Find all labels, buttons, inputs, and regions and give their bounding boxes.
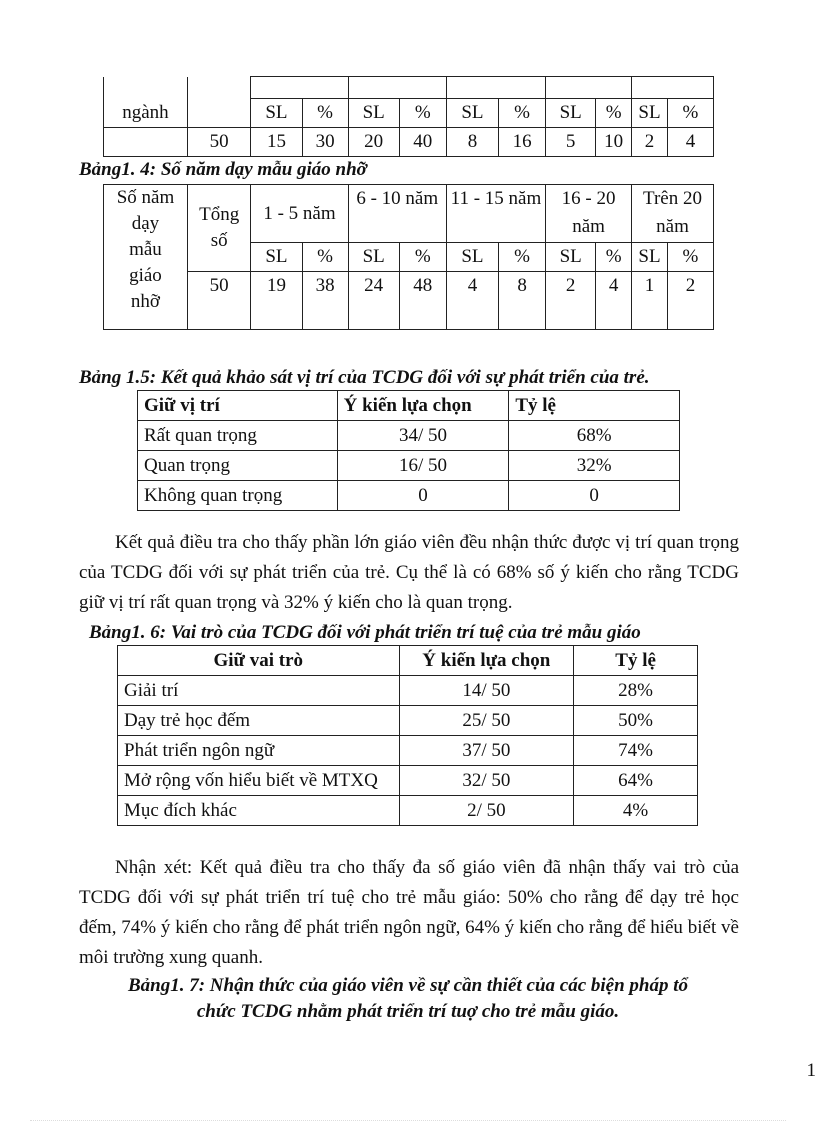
- caption-table-1-5: Bảng 1.5: Kết quả khảo sát vị trí của TCDG đối với sự phát triển của trẻ.: [79, 367, 650, 388]
- years-label-cell: [104, 185, 188, 330]
- row-rate: 50%: [574, 706, 698, 736]
- row-label: Phát triển ngôn ngữ: [118, 736, 400, 766]
- row-label: Quan trọng: [138, 451, 338, 481]
- caption-table-1-4: Bảng1. 4: Số năm dạy mẫu giáo nhỡ: [79, 159, 367, 180]
- group-header: 1 - 5 năm: [251, 185, 348, 243]
- sub-header: %: [667, 243, 713, 272]
- total-label-cell: [187, 185, 250, 272]
- total-label-line: số: [210, 230, 228, 251]
- table-1-6: [117, 645, 698, 826]
- value-cell: 8: [446, 128, 498, 157]
- paragraph-text: Nhận xét: Kết quả điều tra cho thấy đa số giáo viên đã nhận thấy vai trò của TCDG đối với sự phát triển trí tuệ cho trẻ mẫu giáo: 50% cho rằng để dạy trẻ học đếm, 74% ý kiến cho rằng để phát triển ngôn ngữ, 64% ý kiến cho rằng để hiểu biết về môi trường xung quanh.: [79, 857, 739, 968]
- header-rate: Tỷ lệ: [574, 646, 698, 676]
- sub-header: %: [399, 243, 446, 272]
- value-cell: 5: [546, 128, 596, 157]
- sub-header: %: [667, 99, 713, 128]
- row-label: ngành: [122, 102, 169, 123]
- paragraph-observation: [79, 853, 739, 973]
- group-cell: [348, 77, 446, 99]
- caption-table-1-7-line2: chức TCDG nhằm phát triển trí tuợ cho trẻ mẫu giáo.: [196, 1001, 620, 1022]
- footer-divider: [30, 1120, 786, 1121]
- value-cell: 40: [399, 128, 446, 157]
- sub-header: %: [499, 243, 546, 272]
- caption-table-1-7-line1: Bảng1. 7: Nhận thức của giáo viên về sự cần thiết của các biện pháp tổ: [127, 975, 689, 996]
- value-cell: 2: [667, 272, 713, 330]
- value-cell: 50: [187, 272, 250, 330]
- paragraph-result-1: [79, 528, 739, 618]
- sub-header: SL: [546, 243, 596, 272]
- value-cell: 24: [348, 272, 399, 330]
- row-rate: 4%: [574, 796, 698, 826]
- sub-header: %: [596, 243, 632, 272]
- page-number: 1: [806, 1060, 816, 1081]
- row-opinion: 32/ 50: [399, 766, 574, 796]
- group-cell: [632, 77, 714, 99]
- table-1-5: [137, 390, 680, 511]
- group-header: 11 - 15 năm: [446, 185, 545, 243]
- sub-header: %: [499, 99, 546, 128]
- row-rate: 68%: [509, 421, 680, 451]
- row-rate: 74%: [574, 736, 698, 766]
- sub-header: SL: [348, 243, 399, 272]
- row-label: Mục đích khác: [118, 796, 400, 826]
- value-cell: 20: [348, 128, 399, 157]
- years-label-line: dạy: [131, 213, 160, 234]
- value-cell: 1: [632, 272, 668, 330]
- header-opinion: Ý kiến lựa chọn: [399, 646, 574, 676]
- sub-header: SL: [546, 99, 596, 128]
- row-label: Mở rộng vốn hiểu biết về MTXQ: [118, 766, 400, 796]
- header-opinion: Ý kiến lựa chọn: [337, 391, 509, 421]
- group-header: 16 - 20 năm: [546, 185, 632, 243]
- value-cell: 8: [499, 272, 546, 330]
- years-label-line: Số năm: [116, 187, 175, 208]
- row-label: Không quan trọng: [138, 481, 338, 511]
- header-role: Giữ vai trò: [118, 646, 400, 676]
- row-opinion: 2/ 50: [399, 796, 574, 826]
- value-cell: 16: [499, 128, 546, 157]
- header-position: Giữ vị trí: [138, 391, 338, 421]
- years-label-line: nhỡ: [130, 291, 160, 312]
- row-rate: 64%: [574, 766, 698, 796]
- value-cell: 4: [446, 272, 498, 330]
- row-opinion: 14/ 50: [399, 676, 574, 706]
- value-cell: 4: [596, 272, 632, 330]
- header-rate: Tỷ lệ: [509, 391, 680, 421]
- value-cell: 38: [302, 272, 348, 330]
- value-cell: 4: [667, 128, 713, 157]
- group-cell: [546, 77, 632, 99]
- row-opinion: 16/ 50: [337, 451, 509, 481]
- value-cell: 15: [251, 128, 302, 157]
- value-cell: 50: [187, 128, 250, 157]
- value-cell: 2: [632, 128, 668, 157]
- row-label: Dạy trẻ học đếm: [118, 706, 400, 736]
- row-rate: 32%: [509, 451, 680, 481]
- row-opinion: 37/ 50: [399, 736, 574, 766]
- sub-header: SL: [632, 99, 668, 128]
- row-rate: 0: [509, 481, 680, 511]
- row-label: Rất quan trọng: [138, 421, 338, 451]
- group-header: Trên 20 năm: [632, 185, 714, 243]
- row-opinion: 25/ 50: [399, 706, 574, 736]
- row-rate: 28%: [574, 676, 698, 706]
- blank-cell: [187, 77, 250, 128]
- value-cell: 30: [302, 128, 348, 157]
- row-label-cell: [104, 77, 188, 128]
- sub-header: SL: [251, 99, 302, 128]
- group-header: 6 - 10 năm: [348, 185, 446, 243]
- table-1-4: [103, 184, 714, 330]
- value-cell: 19: [251, 272, 302, 330]
- sub-header: %: [596, 99, 632, 128]
- sub-header: SL: [251, 243, 302, 272]
- sub-header: SL: [632, 243, 668, 272]
- table-top-partial: [103, 76, 714, 157]
- group-cell: [251, 77, 348, 99]
- caption-table-1-6: Bảng1. 6: Vai trò của TCDG đối với phát triển trí tuệ của trẻ mẫu giáo: [89, 622, 641, 643]
- sub-header: SL: [446, 99, 498, 128]
- value-cell: 2: [546, 272, 596, 330]
- row-opinion: 0: [337, 481, 509, 511]
- value-cell: 10: [596, 128, 632, 157]
- paragraph-text: Kết quả điều tra cho thấy phần lớn giáo viên đều nhận thức được vị trí quan trọng của TCDG đối với sự phát triển của trẻ. Cụ thể là có 68% số ý kiến cho rằng TCDG giữ vị trí rất quan trọng và 32% ý kiến cho là quan trọng.: [79, 532, 739, 613]
- years-label-line: mẫu: [129, 239, 162, 260]
- sub-header: SL: [348, 99, 399, 128]
- value-cell: 48: [399, 272, 446, 330]
- years-label-line: giáo: [129, 265, 162, 286]
- row-opinion: 34/ 50: [337, 421, 509, 451]
- row-label: Giải trí: [118, 676, 400, 706]
- sub-header: SL: [446, 243, 498, 272]
- sub-header: %: [302, 99, 348, 128]
- sub-header: %: [302, 243, 348, 272]
- total-label-line: Tổng: [199, 204, 240, 225]
- sub-header: %: [399, 99, 446, 128]
- empty-cell: [104, 128, 188, 157]
- group-cell: [446, 77, 545, 99]
